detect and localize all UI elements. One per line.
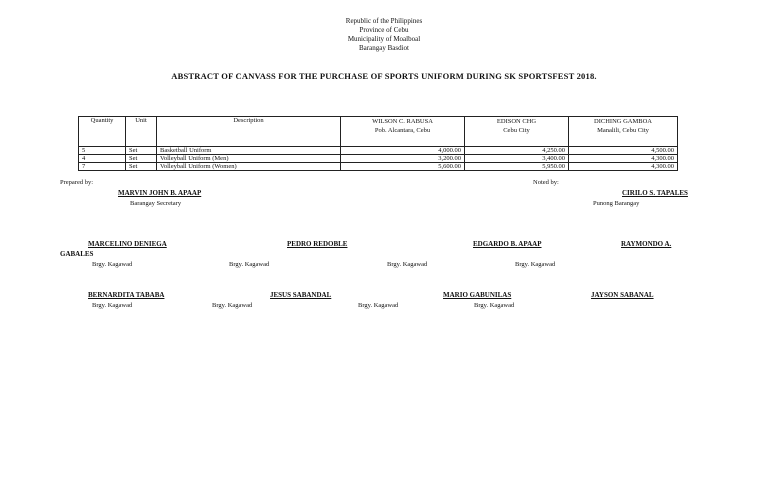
supplier-name: DICHING GAMBOA [594,118,652,125]
col-unit: Unit [126,117,157,147]
kagawad-signatory: PEDRO REDOBLE [287,240,348,248]
cell-price-1: 5,600.00 [341,163,465,171]
header-republic: Republic of the Philippines [345,17,423,25]
kagawad-signatory: RAYMONDO A. [621,240,672,248]
cell-unit: Set [126,155,157,163]
kagawad-signatory: MARCELINO DENIEGA [88,240,167,248]
cell-qty: 5 [79,147,126,155]
cell-price-2: 3,400.00 [465,155,569,163]
cell-unit: Set [126,147,157,155]
supplier-name: WILSON C. RABUSA [372,118,433,125]
header-barangay: Barangay Basdiot [359,44,409,52]
kagawad-role: Brgy. Kagawad [229,261,270,268]
table-row [79,147,678,155]
supplier-name: EDISON CHG [496,118,537,125]
kagawad-role: Brgy. Kagawad [92,261,133,268]
kagawad-signatory: BERNARDITA TABABA [88,291,165,299]
noter-name: CIRILO S. TAPALES [622,189,688,197]
cell-desc: Volleyball Uniform (Men) [157,155,341,163]
prepared-by-label: Prepared by: [60,179,94,186]
cell-price-3: 4,500.00 [569,147,678,155]
cell-price-2: 5,950.00 [465,163,569,171]
cell-unit: Set [126,163,157,171]
kagawad-signatory: JESUS SABANDAL [270,291,332,299]
canvass-table [78,116,678,171]
kagawad-role: Brgy. Kagawad [474,302,515,309]
table-row [79,155,678,163]
kagawad-name-overflow: GABALES [60,250,94,258]
preparer-role: Barangay Secretary [130,200,182,207]
col-supplier-3 [569,117,678,147]
kagawad-role: Brgy. Kagawad [358,302,399,309]
kagawad-signatory: JAYSON SABANAL [591,291,654,299]
kagawad-signatory: MARIO GABUNILAS [443,291,512,299]
cell-qty: 7 [79,163,126,171]
kagawad-signatory: EDGARDO B. APAAP [473,240,542,248]
col-supplier-1 [341,117,465,147]
cell-desc: Basketball Uniform [157,147,341,155]
cell-price-3: 4,300.00 [569,155,678,163]
noter-role: Punong Barangay [593,200,640,207]
supplier-address: Pob. Alcantara, Cebu [374,127,431,134]
col-quantity: Quantity [79,117,126,147]
col-description: Description [157,117,341,147]
cell-price-1: 3,200.00 [341,155,465,163]
kagawad-role: Brgy. Kagawad [212,302,253,309]
kagawad-role: Brgy. Kagawad [387,261,428,268]
supplier-address: Manalili, Cebu City [597,127,649,134]
col-supplier-2 [465,117,569,147]
cell-price-3: 4,300.00 [569,163,678,171]
cell-price-2: 4,250.00 [465,147,569,155]
cell-desc: Volleyball Uniform (Women) [157,163,341,171]
document-title: ABSTRACT OF CANVASS FOR THE PURCHASE OF SPORTS UNIFORM DURING SK SPORTSFEST 2018. [171,71,597,81]
cell-qty: 4 [79,155,126,163]
kagawad-role: Brgy. Kagawad [515,261,556,268]
header-municipality: Municipality of Moalboal [347,35,421,43]
header-province: Province of Cebu [359,26,409,34]
cell-price-1: 4,000.00 [341,147,465,155]
kagawad-role: Brgy. Kagawad [92,302,133,309]
preparer-name: MARVIN JOHN B. APAAP [118,189,202,197]
table-row [79,163,678,171]
noted-by-label: Noted by: [533,179,559,186]
table-header-row [79,117,678,147]
supplier-address: Cebu City [503,127,530,134]
